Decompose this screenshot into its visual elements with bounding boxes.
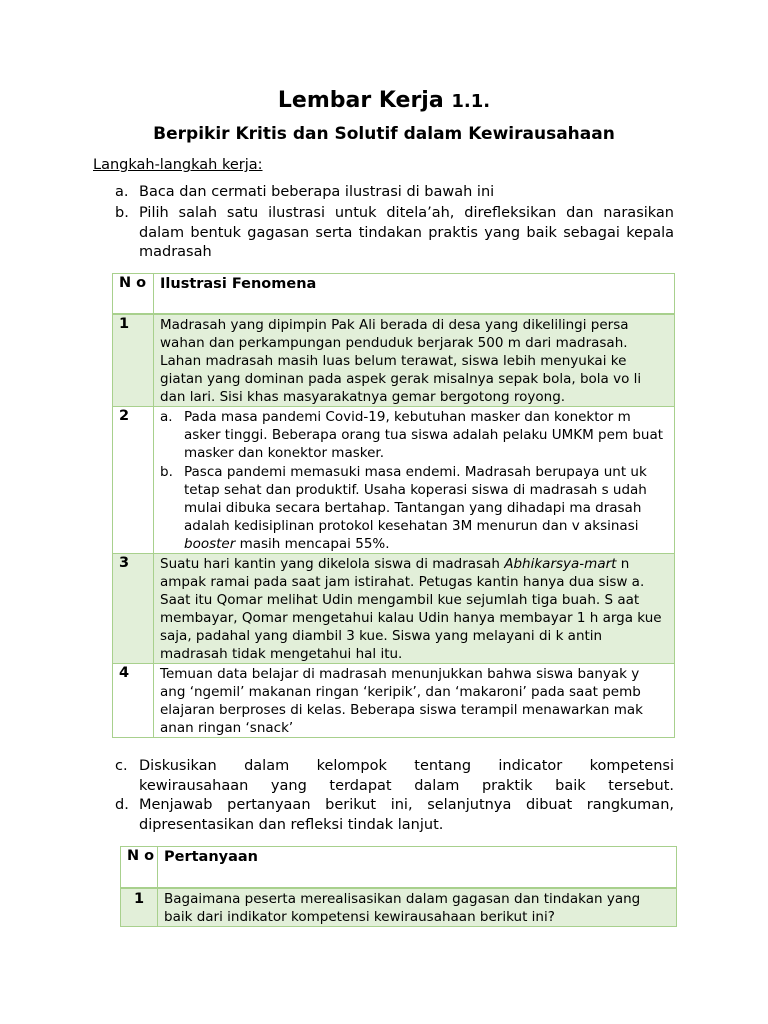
table-row bbox=[113, 407, 675, 554]
header-no: N o bbox=[113, 274, 154, 315]
sub-item-b-text: Pasca pandemi memasuki masa endemi. Madrasah berupaya unt uk tetap sehat dan produktif. Usaha koperasi siswa di madrasah s udah mulai dibuka secara bertahap. Tantangan yang dihadapi ma drasah adalah kedisiplinan protokol kesehatan 3M menurun dan v aksinasi bbox=[184, 464, 647, 534]
step-d-letter: d. bbox=[115, 797, 129, 813]
sub-item-a-label: a. bbox=[160, 409, 173, 425]
step-a-text: Baca dan cermati beberapa ilustrasi di bawah ini bbox=[139, 184, 495, 200]
table-header-row bbox=[113, 274, 675, 315]
header-question: Pertanyaan bbox=[158, 847, 677, 889]
page-subtitle: Berpikir Kritis dan Solutif dalam Kewirausahaan bbox=[153, 124, 615, 144]
row-number: 1 bbox=[121, 888, 158, 927]
title-main: Lembar Kerja bbox=[277, 88, 444, 113]
illustration-table bbox=[112, 273, 675, 738]
steps-heading: Langkah-langkah kerja: bbox=[93, 157, 263, 173]
step-a-letter: a. bbox=[115, 184, 129, 200]
row-text-italic: Abhikarsya-mart bbox=[504, 556, 617, 572]
row-text: Bagaimana peserta merealisasikan dalam gagasan dan tindakan yang baik dari indikator kompetensi kewirausahaan berikut ini? bbox=[158, 888, 677, 927]
header-no: N o bbox=[121, 847, 158, 889]
step-a bbox=[115, 183, 674, 203]
table-row bbox=[113, 664, 675, 738]
step-c bbox=[115, 757, 674, 796]
sub-item-b-label: b. bbox=[160, 464, 173, 480]
sub-item-a-text: Pada masa pandemi Covid-19, kebutuhan masker dan konektor m asker tinggi. Beberapa orang tua siswa adalah pelaku UMKM pem buat masker dan konektor masker. bbox=[184, 409, 664, 461]
row-number: 1 bbox=[113, 314, 154, 407]
row-content bbox=[154, 554, 675, 664]
step-d-text: Menjawab pertanyaan berikut ini, selanjutnya dibuat rangkuman, dipresentasikan dan refleksi tindak lanjut. bbox=[139, 797, 674, 833]
row-text: Madrasah yang dipimpin Pak Ali berada di desa yang dikelilingi persa wahan dan perkampungan penduduk berjarak 500 m dari madrasah. Lahan madrasah masih luas belum terawat, siswa lebih menyukai ke giatan yang dominan pada aspek gerak misalnya sepak bola, bola vo li dan lari. Sisi khas masyarakatnya gemar bergotong royong. bbox=[154, 314, 675, 407]
sub-item-b-italic: booster bbox=[184, 536, 236, 552]
step-c-text: Diskusikan dalam kelompok tentang indicator kompetensi kewirausahaan yang terdapat dalam praktik baik tersebut. bbox=[139, 758, 674, 794]
table-row bbox=[113, 554, 675, 664]
step-b-text: Pilih salah satu ilustrasi untuk ditela’ah, direfleksikan dan narasikan dalam bentuk gagasan serta tindakan praktis yang baik sebagai kepala madrasah bbox=[139, 205, 674, 260]
page-title bbox=[0, 86, 768, 117]
step-b-letter: b. bbox=[115, 205, 129, 221]
row-number: 2 bbox=[113, 407, 154, 554]
header-illustration: Ilustrasi Fenomena bbox=[154, 274, 675, 315]
table-row bbox=[121, 888, 677, 927]
title-number: 1.1. bbox=[451, 91, 491, 112]
row-text-pre: Suatu hari kantin yang dikelola siswa di madrasah bbox=[160, 556, 500, 572]
table-row bbox=[113, 314, 675, 407]
step-c-letter: c. bbox=[115, 758, 128, 774]
sub-item-a bbox=[160, 408, 668, 462]
step-d bbox=[115, 796, 674, 835]
row-text: Temuan data belajar di madrasah menunjukkan bahwa siswa banyak y ang ‘ngemil’ makanan ringan ‘keripik’, dan ‘makaroni’ pada saat pemb elajaran berproses di kelas. Beberapa siswa terampil menawarkan mak anan ringan ‘snack’ bbox=[154, 664, 675, 738]
step-b bbox=[115, 204, 674, 263]
row-content bbox=[154, 407, 675, 554]
row-text-post: n ampak ramai pada saat jam istirahat. Petugas kantin hanya dua sisw a. Saat itu Qomar melihat Udin mengambil kue sejumlah tiga buah. S aat membayar, Qomar mengetahui kalau Udin hanya membayar 1 h arga kue saja, padahal yang diambil 3 kue. Siswa yang melayani di k antin madrasah tidak mengetahui hal itu. bbox=[160, 556, 662, 662]
sub-item-b-tail: masih mencapai 55%. bbox=[239, 536, 390, 552]
row-number: 3 bbox=[113, 554, 154, 664]
sub-item-b bbox=[160, 463, 668, 553]
row-number: 4 bbox=[113, 664, 154, 738]
table-header-row bbox=[121, 847, 677, 889]
question-table bbox=[120, 846, 677, 927]
